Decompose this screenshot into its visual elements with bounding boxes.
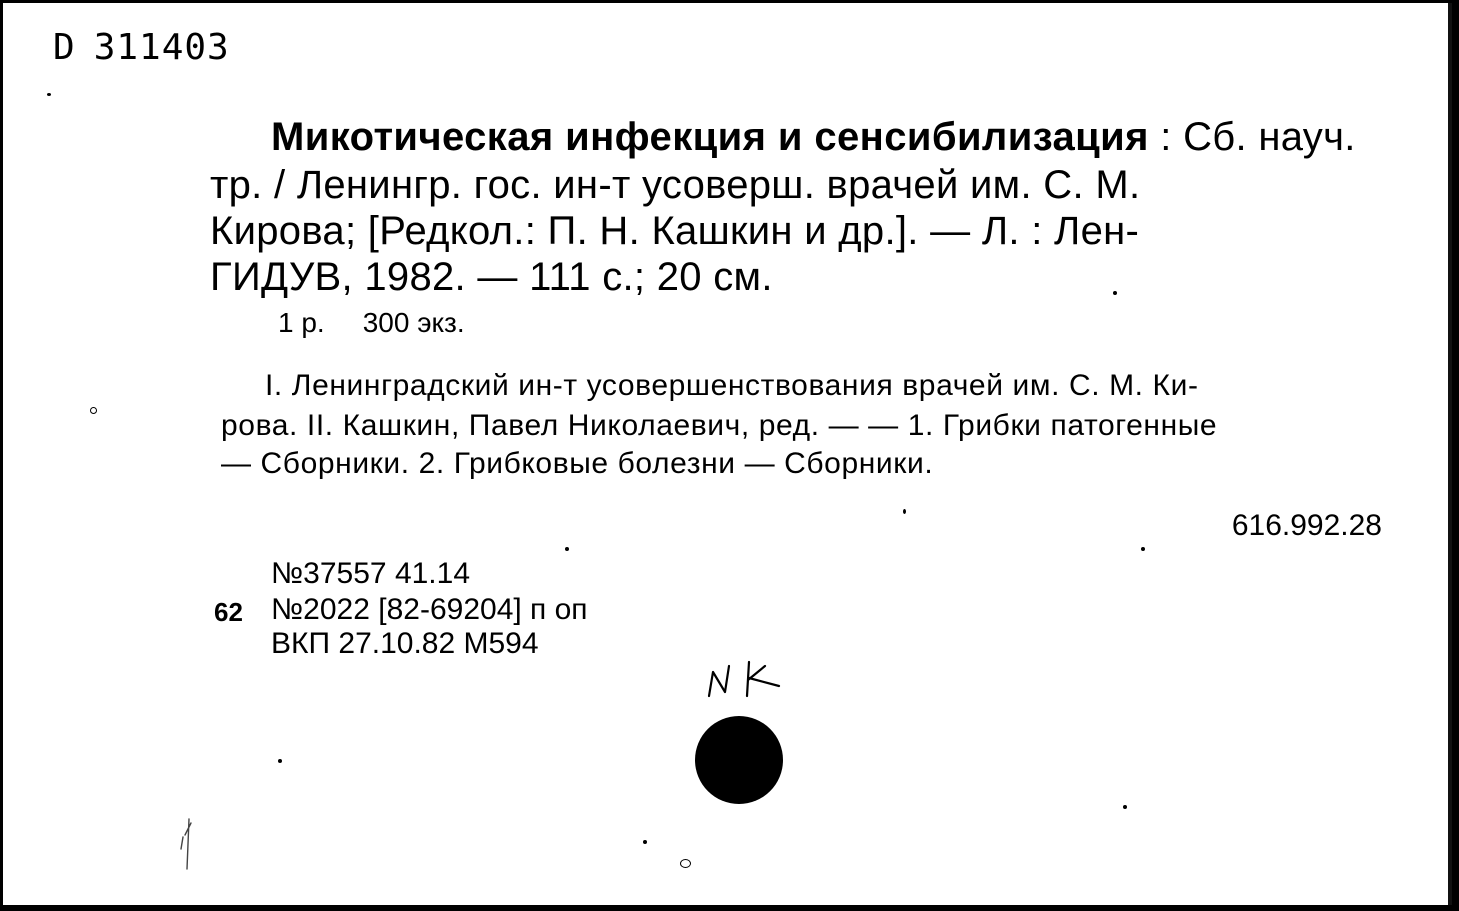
registration-line-2: №2022 [82-69204] п оп: [271, 593, 588, 626]
inventory-number: [53, 27, 230, 68]
title-continuation: : Сб. науч.: [1148, 115, 1356, 159]
description-line-4: ГИДУВ, 1982. — 111 с.; 20 см.: [210, 255, 773, 299]
pencil-scribble: [173, 815, 203, 873]
speck: [903, 509, 906, 514]
price-line: [278, 307, 503, 339]
speck: [643, 840, 647, 844]
book-title: Микотическая инфекция и сенсибилизация: [271, 115, 1149, 159]
speck: [565, 547, 569, 551]
speck: [278, 759, 282, 763]
title-line-1: [271, 115, 1356, 160]
inventory-digits: 311403: [93, 27, 230, 68]
registration-line-3: ВКП 27.10.82 М594: [271, 627, 539, 660]
speck: [1123, 805, 1127, 809]
speck: [1141, 547, 1145, 551]
punch-hole-mark: [695, 716, 783, 804]
udc-code: 616.992.28: [1231, 509, 1382, 542]
description-line-2: тр. / Ленингр. гос. ин-т усоверш. врачей им. С. М.: [210, 163, 1141, 207]
catalog-card: [3, 3, 1452, 905]
price: 1 р.: [278, 307, 325, 338]
speck: [1113, 291, 1117, 295]
card-edge: [1448, 3, 1452, 905]
speck: [680, 859, 691, 868]
registration-side-number: 62: [214, 597, 243, 627]
speck: [47, 93, 51, 96]
inventory-prefix: D: [53, 27, 76, 68]
registration-line-1: №37557 41.14: [271, 557, 471, 590]
description-line-3: Кирова; [Редкол.: П. Н. Кашкин и др.]. — Л. : Лен-: [210, 209, 1140, 253]
subject-line-1: I. Ленинградский ин-т усовершенствования врачей им. С. М. Ки-: [265, 369, 1199, 402]
subject-line-3: — Сборники. 2. Грибковые болезни — Сборники.: [221, 447, 934, 480]
print-run: 300 экз.: [362, 307, 465, 338]
subject-line-2: рова. II. Кашкин, Павел Николаевич, ред. — — 1. Грибки патогенные: [221, 409, 1218, 442]
handwritten-nk-mark: [703, 658, 783, 700]
speck: [90, 407, 97, 414]
